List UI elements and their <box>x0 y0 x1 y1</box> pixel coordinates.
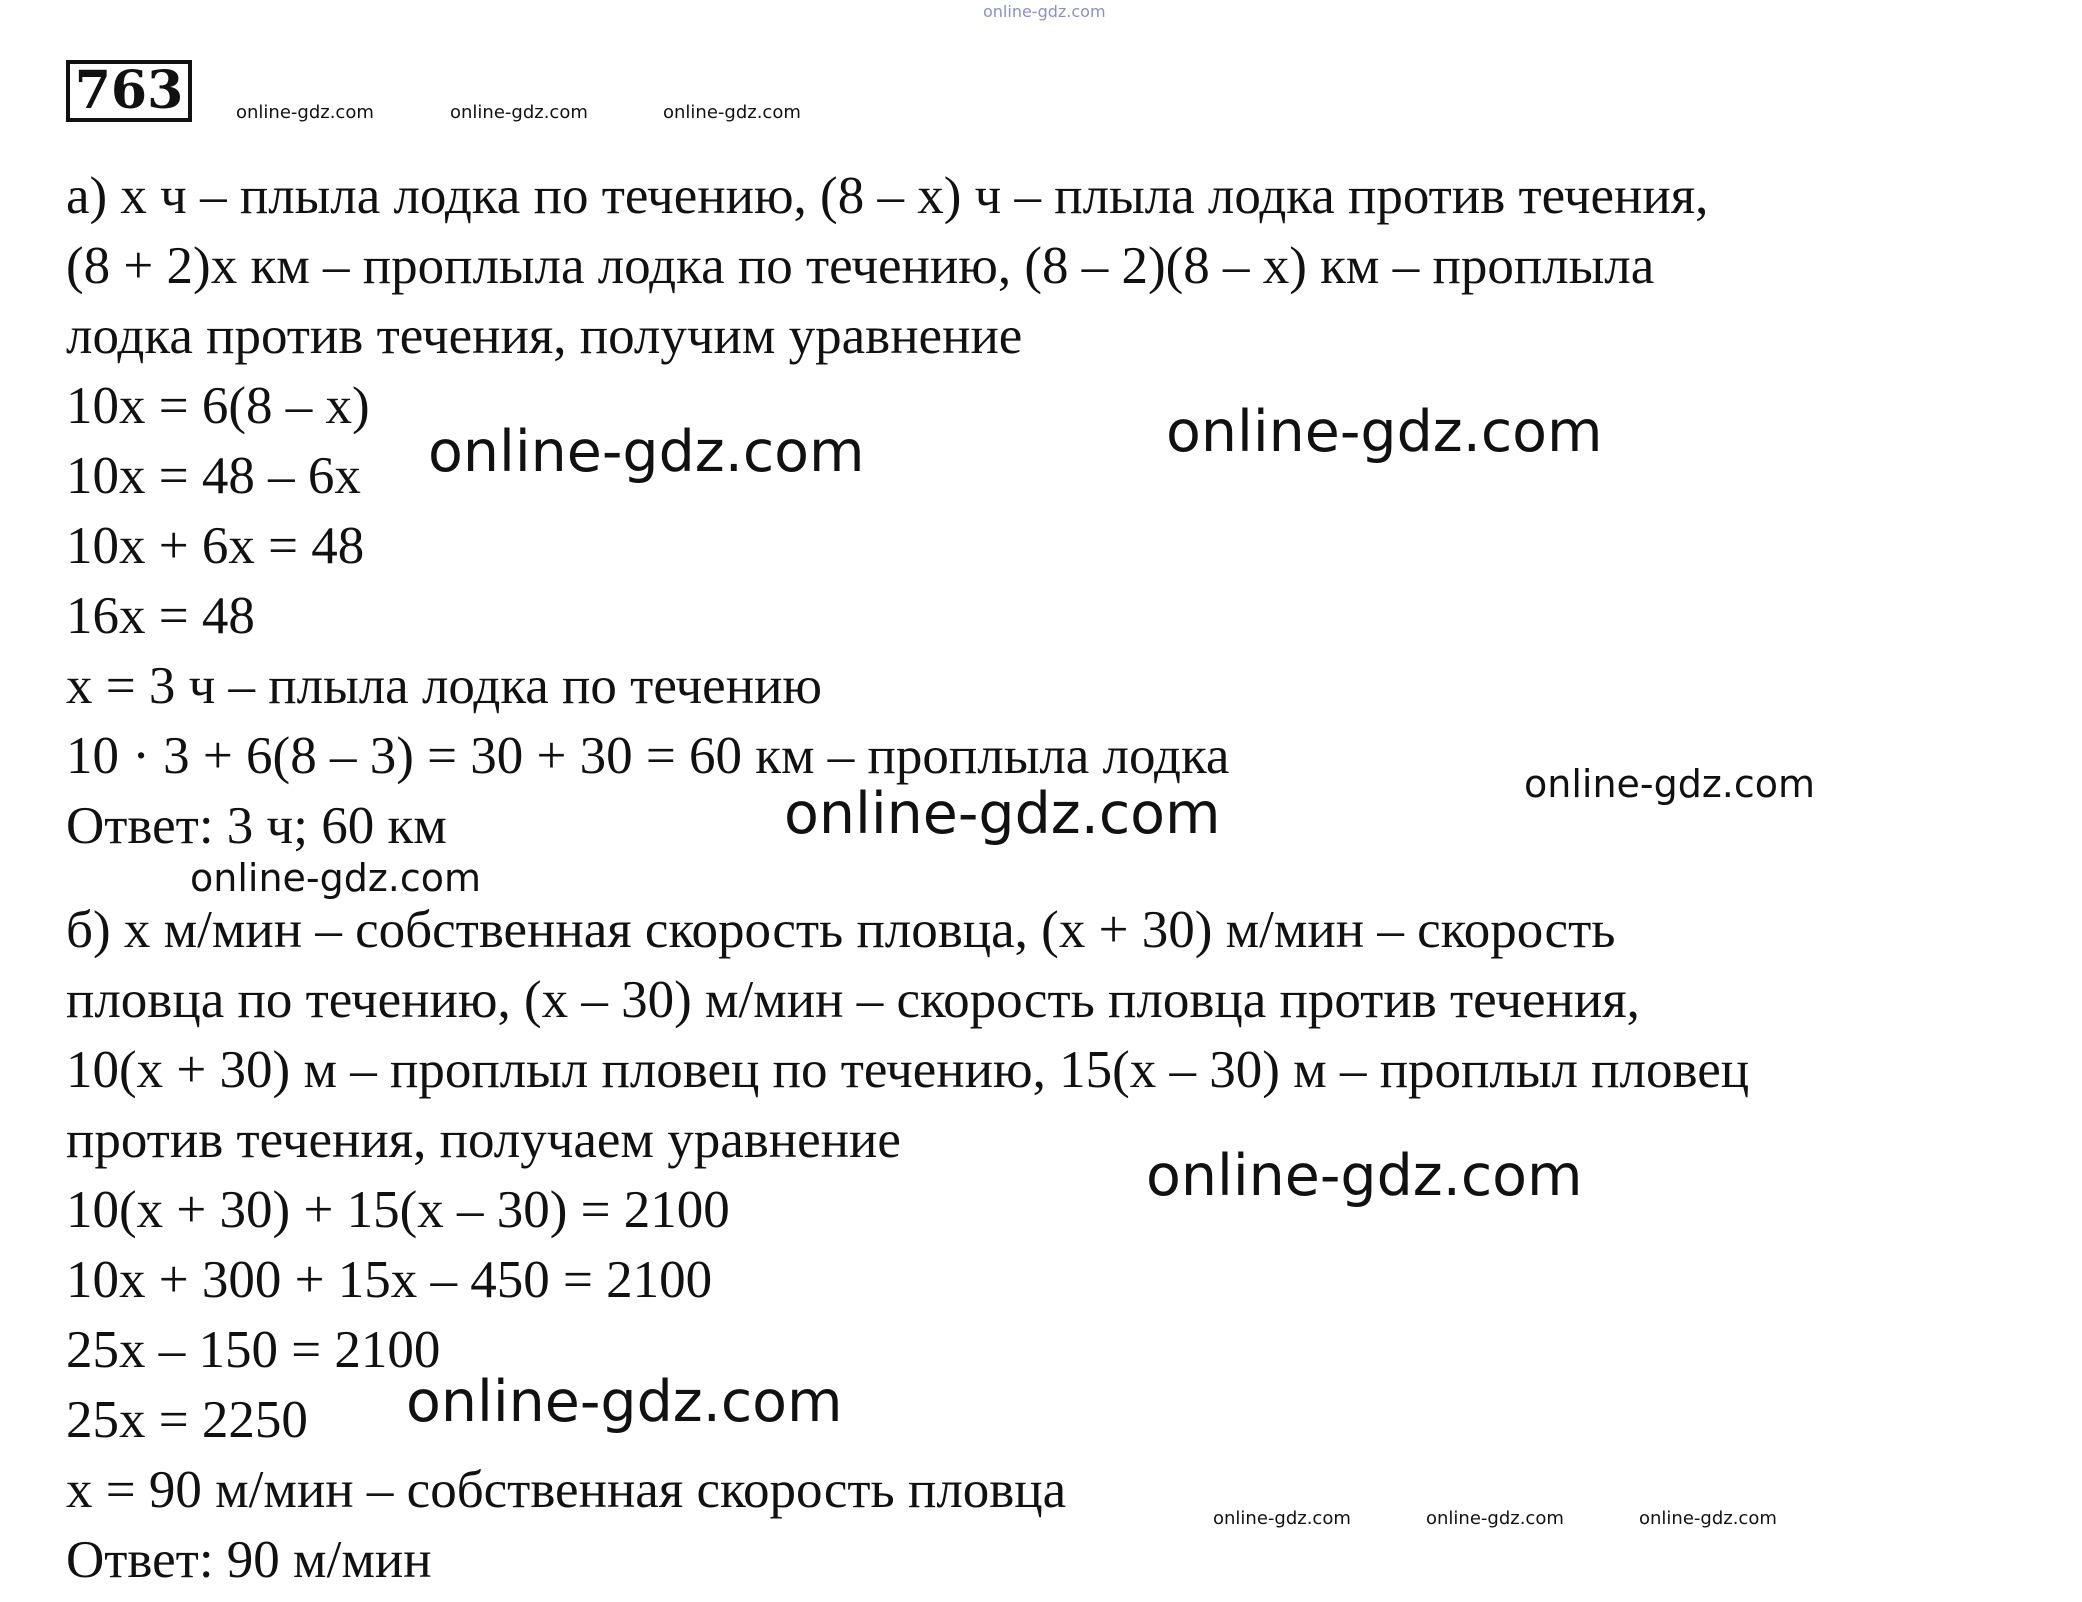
footer-watermark: online-gdz.com <box>1639 1508 1777 1529</box>
header-watermark: online-gdz.com <box>236 102 374 123</box>
footer-watermark: online-gdz.com <box>1426 1508 1564 1529</box>
equation-line: 25х – 150 = 2100 <box>66 1321 441 1379</box>
part-b-line: 10(х + 30) м – проплыл пловец по течению, 15(х – 30) м – проплыл пловец <box>66 1041 1750 1099</box>
watermark: online-gdz.com <box>1166 399 1603 465</box>
equation-line: 10(х + 30) + 15(х – 30) = 2100 <box>66 1181 730 1239</box>
watermark: online-gdz.com <box>406 1369 843 1435</box>
footer-watermark: online-gdz.com <box>1213 1508 1351 1529</box>
part-a-line: х = 3 ч – плыла лодка по течению <box>66 657 823 715</box>
equation-line: 25х = 2250 <box>66 1391 308 1449</box>
part-a-line: лодка против течения, получим уравнение <box>66 307 1023 365</box>
watermark: online-gdz.com <box>1146 1143 1583 1209</box>
equation-line: 10х + 300 + 15х – 450 = 2100 <box>66 1251 713 1309</box>
part-b-line: пловца по течению, (х – 30) м/мин – скорость пловца против течения, <box>66 971 1640 1029</box>
top-watermark: online-gdz.com <box>983 2 1106 21</box>
part-b-line: против течения, получаем уравнение <box>66 1111 901 1169</box>
part-b-line: б) х м/мин – собственная скорость пловца, (х + 30) м/мин – скорость <box>66 901 1616 959</box>
answer-a: Ответ: 3 ч; 60 км <box>66 797 447 855</box>
equation-line: 16х = 48 <box>66 587 255 645</box>
equation-line: 10х + 6х = 48 <box>66 517 365 575</box>
watermark: online-gdz.com <box>190 856 482 900</box>
equation-line: 10х = 6(8 – х) <box>66 377 370 435</box>
watermark: online-gdz.com <box>784 781 1221 847</box>
equation-line: 10х = 48 – 6х <box>66 447 361 505</box>
header-watermark: online-gdz.com <box>663 102 801 123</box>
part-b-line: х = 90 м/мин – собственная скорость пловца <box>66 1461 1067 1519</box>
watermark: online-gdz.com <box>1524 762 1816 806</box>
watermark: online-gdz.com <box>428 419 865 485</box>
answer-b: Ответ: 90 м/мин <box>66 1531 432 1589</box>
part-a-line: (8 + 2)х км – проплыла лодка по течению, (8 – 2)(8 – х) км – проплыла <box>66 237 1655 295</box>
part-a-line: 10 · 3 + 6(8 – 3) = 30 + 30 = 60 км – проплыла лодка <box>66 727 1230 785</box>
part-a-line: а) х ч – плыла лодка по течению, (8 – х) ч – плыла лодка против течения, <box>66 167 1709 225</box>
problem-number: 763 <box>66 60 192 122</box>
header-watermark: online-gdz.com <box>450 102 588 123</box>
